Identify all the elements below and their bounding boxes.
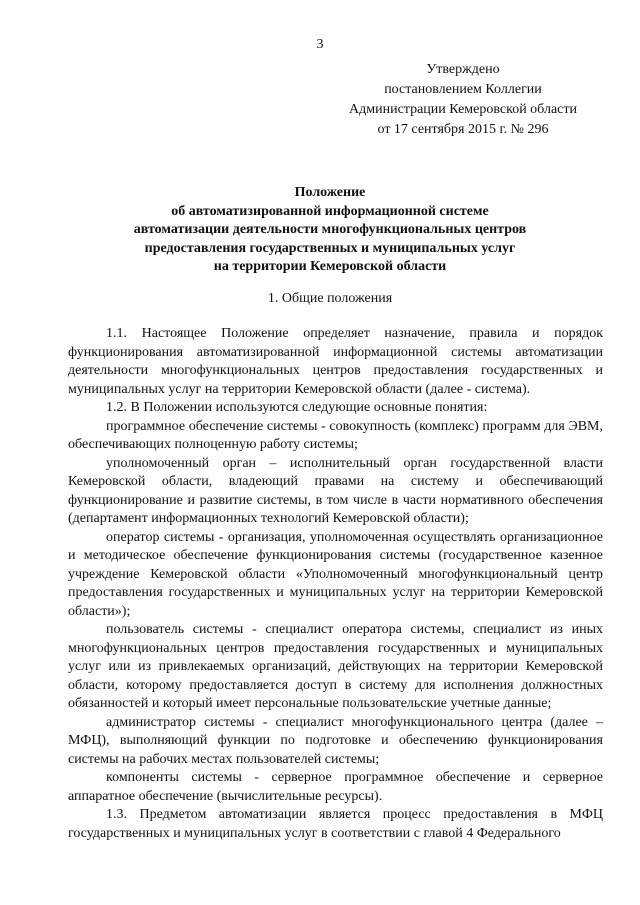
paragraph: уполномоченный орган – исполнительный орган государственной власти Кемеровской области, владеющий правами на систему и обеспечивающий функционирование и развитие системы, в том числе в части нормативного обеспечения (департамент информационных технологий Кемеровской области); <box>68 455 603 526</box>
approval-line: Утверждено <box>426 62 500 77</box>
section-heading: 1. Общие положения <box>267 291 393 306</box>
title-line: об автоматизированной информационной системе <box>171 203 489 219</box>
approval-line: постановлением Коллегии <box>384 82 542 97</box>
approval-stamp <box>328 60 598 140</box>
page-number: 3 <box>316 37 324 52</box>
title-line: автоматизации деятельности многофункциональных центров <box>133 222 527 237</box>
paragraph: 1.1. Настоящее Положение определяет назначение, правила и порядок функционирования автоматизированной информационной системы автоматизации деятельности многофункциональных центров предоставления государственных и муниципальных услуг на территории Кемеровской области (далее - система). <box>68 326 603 397</box>
paragraph: 1.2. В Положении используются следующие основные понятия: <box>106 400 488 415</box>
approval-line: Администрации Кемеровской области <box>349 102 577 117</box>
paragraph: 1.3. Предметом автоматизации является процесс предоставления в МФЦ государственных и муниципальных услуг в соответствии с главой 4 Федерального <box>68 807 603 841</box>
paragraph: пользователь системы - специалист оператора системы, специалист из иных многофункциональных центров предоставления государственных и муниципальных услуг или из привлекаемых организаций, действующих на территории Кемеровской области, которому предоставляется доступ в систему для исполнения должностных обязанностей и который имеет персональные пользовательские учетные данные; <box>68 622 603 711</box>
title-line: предоставления государственных и муниципальных услуг <box>144 240 516 256</box>
paragraph: оператор системы - организация, уполномоченная осуществлять организационное и методическое обеспечение функционирования системы (государственное казенное учреждение Кемеровской области «Уполномоченный многофункциональный центр предоставления государственных и муниципальных услуг на территории Кемеровской области»); <box>68 529 603 619</box>
title-line: Положение <box>294 185 366 200</box>
paragraph: программное обеспечение системы - совокупность (комплекс) программ для ЭВМ, обеспечивающих полноценную работу системы; <box>68 418 603 452</box>
document-body <box>68 325 603 843</box>
paragraph: администратор системы - специалист многофункционального центра (далее – МФЦ), выполняющий функции по подготовке и обеспечению функционирования системы на рабочих местах пользователей системы; <box>68 714 603 767</box>
document-title <box>60 184 600 277</box>
paragraph: компоненты системы - серверное программное обеспечение и серверное аппаратное обеспечение (вычислительные ресурсы). <box>68 770 603 804</box>
approval-line: от 17 сентября 2015 г. № 296 <box>377 122 549 137</box>
title-line: на территории Кемеровской области <box>213 259 447 274</box>
